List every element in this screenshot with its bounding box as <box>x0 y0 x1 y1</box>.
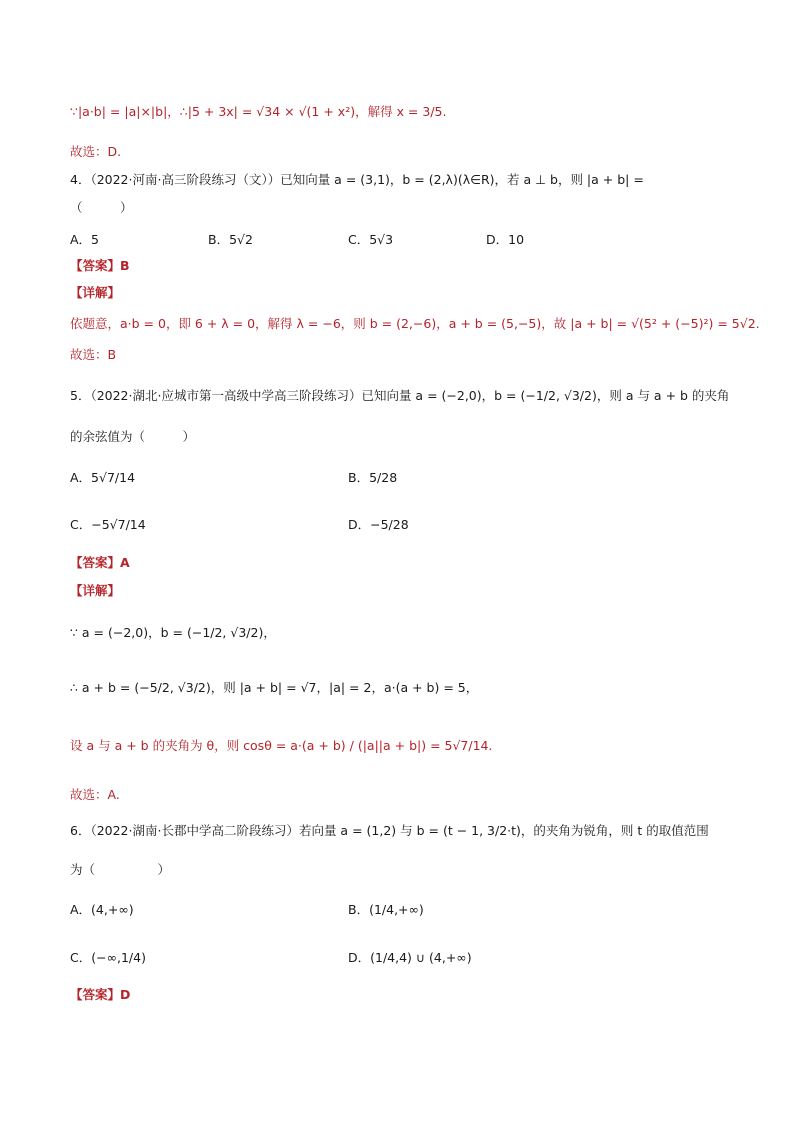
q4-choose: 故选：B <box>70 347 117 362</box>
q5-choice-d: D．−5/28 <box>348 517 409 532</box>
q4-choice-d: D．10 <box>486 232 525 247</box>
q4-choice-b: B．5√2 <box>208 232 253 247</box>
q6-choice-c: C．(−∞,1/4) <box>70 950 146 965</box>
q6-answer-label: 【答案】D <box>70 987 131 1002</box>
q5-detail-line2: ∴ a + b = (−5/2, √3/2)，则 |a + b| = √7，|a| = 2，a·(a + b) = 5， <box>70 680 479 695</box>
prev-solution-line: ∵|a·b| = |a|×|b|，∴|5 + 3x| = √34 × √(1 + x²)，解得 x = 3/5. <box>70 104 447 119</box>
q5-choice-a: A．5√7/14 <box>70 470 136 485</box>
q4-detail-label: 【详解】 <box>70 285 121 300</box>
q5-answer-label: 【答案】A <box>70 555 130 570</box>
q5-stem-line1: 5．（2022·湖北·应城市第一高级中学高三阶段练习）已知向量 a = (−2,0)，b = (−1/2, √3/2)，则 a 与 a + b 的夹角 <box>70 388 730 403</box>
q5-choose: 故选：A. <box>70 787 120 802</box>
q5-choice-b: B．5/28 <box>348 470 398 485</box>
q5-detail-label: 【详解】 <box>70 583 121 598</box>
q4-choice-a: A．5 <box>70 232 100 247</box>
q4-stem-line1: 4．（2022·河南·高三阶段练习（文））已知向量 a = (3,1)，b = (2,λ)(λ∈R)，若 a ⊥ b，则 |a + b| = <box>70 172 644 187</box>
q5-stem-line2: 的余弦值为（ ） <box>70 429 196 444</box>
q4-answer-label: 【答案】B <box>70 258 130 273</box>
q5-choice-c: C．−5√7/14 <box>70 517 146 532</box>
q6-choice-b: B．(1/4,+∞) <box>348 902 424 917</box>
q6-stem-line2: 为（ ） <box>70 862 171 877</box>
q4-choice-c: C．5√3 <box>348 232 394 247</box>
q6-choice-d: D．(1/4,4) ∪ (4,+∞) <box>348 950 472 965</box>
q5-detail-line1: ∵ a = (−2,0)，b = (−1/2, √3/2)， <box>70 625 276 640</box>
q6-choice-a: A．(4,+∞) <box>70 902 134 917</box>
q4-stem-line2: （ ） <box>70 200 133 215</box>
prev-choose: 故选：D. <box>70 144 122 159</box>
q4-detail: 依题意，a·b = 0，即 6 + λ = 0，解得 λ = −6，则 b = (2,−6)，a + b = (5,−5)，故 |a + b| = √(5² + (−5)²) = 5√2. <box>70 316 760 331</box>
q6-stem-line1: 6．（2022·湖南·长郡中学高二阶段练习）若向量 a = (1,2) 与 b = (t − 1, 3/2·t)，的夹角为锐角，则 t 的取值范围 <box>70 823 709 838</box>
q5-detail-line3: 设 a 与 a + b 的夹角为 θ，则 cosθ = a·(a + b) / (|a||a + b|) = 5√7/14. <box>70 738 493 753</box>
